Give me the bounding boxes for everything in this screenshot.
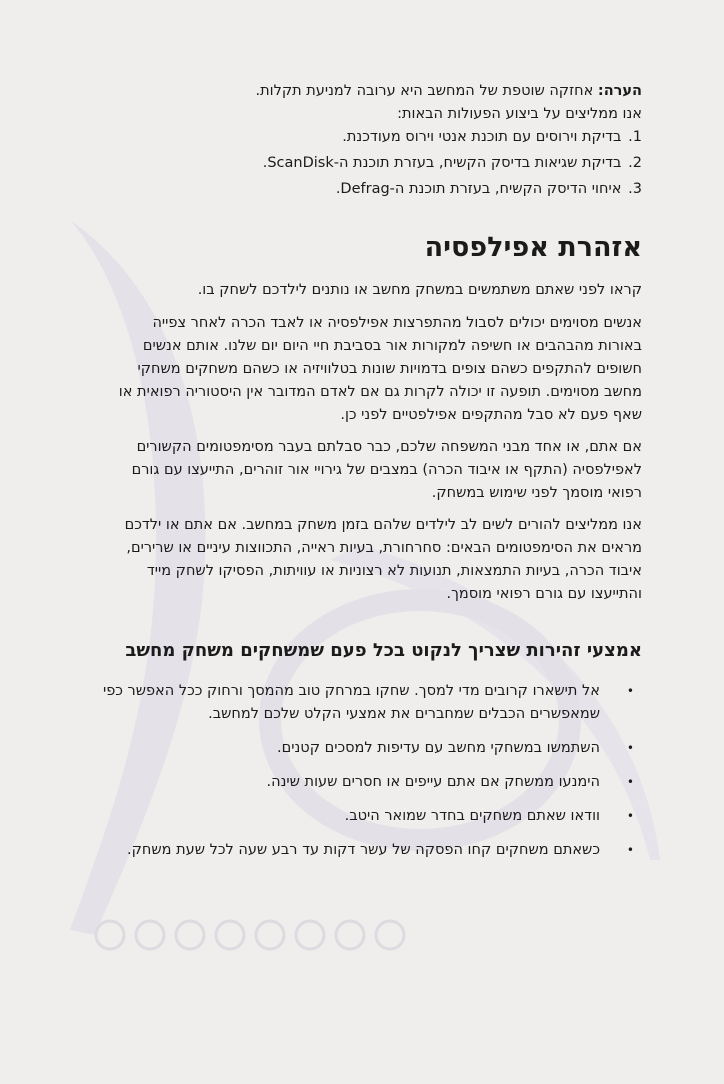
warning-paragraph [70,279,642,302]
safety-item [70,680,642,726]
maintenance-item [70,126,642,149]
maintenance-item [70,178,642,201]
maintenance-list [70,126,642,201]
safety-item-line: השתמשו במשחקי מחשב עם עדיפות למסכים קטנים. [277,740,600,756]
paragraph-line: באורות מהבהבים או חשיפה למקורות אור בסביבת חיי היום יום שלנו. אותם אנשים [142,338,642,354]
safety-list [70,680,642,862]
maintenance-note [70,80,642,201]
bullet-icon: • [626,809,634,823]
maintenance-item [70,152,642,175]
paragraph-line: והתייעצו עם גורם רפואי מוסמך. [446,586,642,602]
safety-item-line: הימנעו ממשחק אם אתם עייפים או חסרים שעות שינה. [266,774,600,790]
safety-item [70,805,642,828]
paragraph-line: איבוד הכרה, בעיות התמצאות, תנועות לא רצוניות או עוויתות, הפסיקו לשחק מייד [146,563,642,579]
item-text: בדיקת שגיאות בדיסק הקשיח, בעזרת תוכנת ה-ScanDisk. [262,155,622,171]
item-number: 1. [628,129,642,145]
page-content [70,80,642,873]
note-intro: אנו ממליצים על ביצוע הפעולות הבאות: [397,106,642,122]
paragraph-line: אנו ממליצים להורים לשים לב לילדים שלהם בזמן משחק במחשב. אם אתם או ילדכם [124,517,642,533]
paragraph-line: חשופים להתקפים כשהם צופים בדמויות שונות בטלוויזיה או כשהם משחקים משחקי [137,361,642,377]
bullet-icon: • [626,684,634,698]
item-text: איחוי הדיסק הקשיח, בעזרת תוכנת ה-Defrag. [335,181,622,197]
paragraph-line: אנשים מסוימים יכולים לסבול מהתפרצות אפילפסיה או לאבד הכרה לאחר צפייה [152,315,642,331]
paragraph-line: רפואי מוסמך לפני שימוש במשחק. [431,485,642,501]
bullet-icon: • [626,843,634,857]
paragraph-line: שאף פעם לא סבל מהתקפים אפילפטיים לפני כן. [340,407,642,423]
safety-title: אמצעי זהירות שצריך לנקוט בכל פעם שמשחקים משחק מחשב [125,640,642,661]
warning-paragraph [70,514,642,606]
paragraph-line: קראו לפני שאתם משתמשים במשחק מחשב או נותנים לילדכם לשחק בו. [197,282,642,298]
bullet-icon: • [626,741,634,755]
epilepsy-warning-body [70,279,642,606]
safety-item-line: וודאו שאתם משחקים בחדר שמואר היטב. [344,808,600,824]
paragraph-line: מחשב מסוימים. תופעה זו יכולה לקרות גם אם לאדם המדובר אין היסטוריה רפואית או [118,384,642,400]
safety-item-line: שמאפשרים הכבלים שמחברים את אמצעי הקלט שלכם למחשב. [208,706,600,722]
warning-paragraph [70,436,642,505]
safety-item-line: כשאתם משחקים קחו הפסקה של עשר דקות עד רבע שעה לכל שעת משחק. [127,842,600,858]
safety-item [70,737,642,760]
bullet-icon: • [626,775,634,789]
warning-paragraph [70,312,642,427]
safety-item [70,771,642,794]
safety-item [70,839,642,862]
paragraph-line: אם אתם, או אחד מבני המשפחה שלכם, כבר סבלתם בעבר מסימפטומים הקשורים [136,439,642,455]
epilepsy-warning-title: אזהרת אפילפסיה [424,232,642,263]
item-text: בדיקת וירוסים עם תוכנת אנטי וירוס מעודכנת. [342,129,622,145]
paragraph-line: מראים את הסימפטומים הבאים: סחרחורת, בעיות ראייה, התכווצות עיניים או שרירים, [126,540,642,556]
note-label: הערה: [597,83,642,99]
note-line [70,80,642,103]
item-number: 2. [628,155,642,171]
watermark-icon-row [96,921,404,949]
safety-item-line: אל תישארו קרובים מדי למסך. שחקו במרחק טוב מהמסך ורחוק ככל האפשר כפי [102,683,600,699]
paragraph-line: לאפילפסיה (התקף או איבוד הכרה) במצבים של גירויי אור זוהרים, התייעצו עם גורם [131,462,642,478]
note-text: אחזקה שוטפת של המחשב היא ערובה למניעת תקלות. [255,83,594,99]
item-number: 3. [628,181,642,197]
